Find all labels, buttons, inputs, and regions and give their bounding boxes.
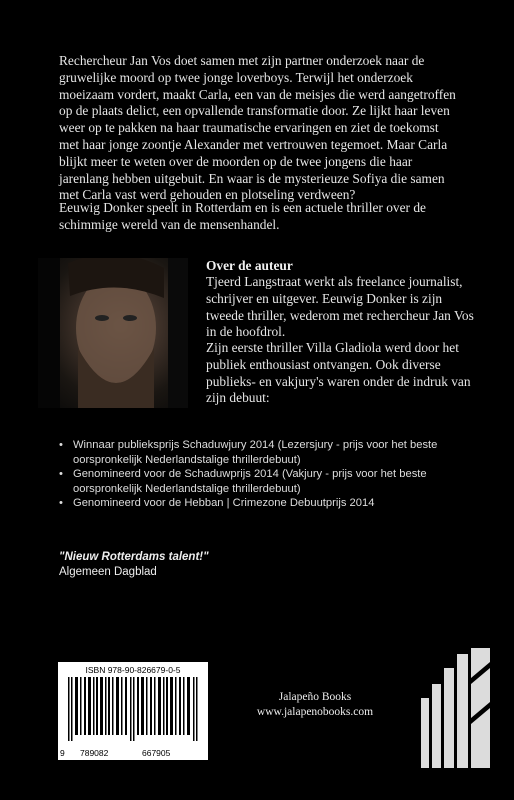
author-bio: Tjeerd Langstraat werkt als freelance journalist, schrijver en uitgever. Eeuwig Donker is zijn tweede thriller, wederom met rechercheur Jan Vos in de hoofdrol. [206, 274, 474, 340]
publisher-url: www.jalapenobooks.com [256, 706, 374, 718]
publisher-name: Jalapeño Books [278, 691, 352, 703]
barcode-digits: 789082 [80, 748, 109, 758]
award-item: • Genomineerd voor de Schaduwprijs 2014 (Vakjury - prijs voor het beste oorspronkelijk Nederlandstalige thrillerdebuut) [59, 467, 459, 496]
award-item: • Genomineerd voor de Hebban | Crimezone Debuutprijs 2014 [59, 496, 459, 511]
author-photo [38, 258, 188, 408]
review-source: Algemeen Dagblad [59, 566, 157, 578]
publisher-logo-icon [418, 648, 492, 775]
barcode-digit: 9 [60, 748, 65, 758]
barcode-bars [66, 677, 200, 741]
awards-list [59, 438, 459, 511]
barcode-digits: 667905 [142, 748, 171, 758]
review-text: "Nieuw Rotterdams talent!" [59, 551, 209, 563]
synopsis-setting-paragraph: Eeuwig Donker speelt in Rotterdam en is een actuele thriller over de schimmige wereld van de mensenhandel. [59, 200, 426, 232]
synopsis-paragraph: Rechercheur Jan Vos doet samen met zijn partner onderzoek naar de gruwelijke moord op twee jonge loverboys. Terwijl het onderzoek moeizaam vordert, maakt Carla, een van de meisjes die werd aangetroffen op de plaats delict, een opvallende transformatie door. Ze lijkt haar leven weer op te pakken na haar traumatische ervaringen en ziet de toekomst met haar jonge zoontje Alexander met vertrouwen tegemoet. Maar Carla blijkt meer te weten over de moorden op de twee jongens die haar jarenlang hebben uitgebuit. En waar is de mysterieuze Sofiya die samen met Carla vast werd gehouden en plotseling verdween? [59, 53, 456, 203]
publisher-info [240, 690, 390, 720]
isbn-barcode [58, 662, 208, 760]
about-author-heading: Over de auteur [206, 258, 293, 273]
isbn-text: ISBN 978-90-826679-0-5 [85, 665, 181, 675]
author-debut-text: Zijn eerste thriller Villa Gladiola werd door het publiek enthousiast ontvangen. Ook diverse publieks- en vakjury's waren onder de indruk van zijn debuut: [206, 340, 471, 406]
award-item: • Winnaar publieksprijs Schaduwjury 2014 (Lezersjury - prijs voor het beste oorspronkelijk Nederlandstalige thrillerdebuut) [59, 438, 459, 467]
review-quote [59, 550, 209, 580]
